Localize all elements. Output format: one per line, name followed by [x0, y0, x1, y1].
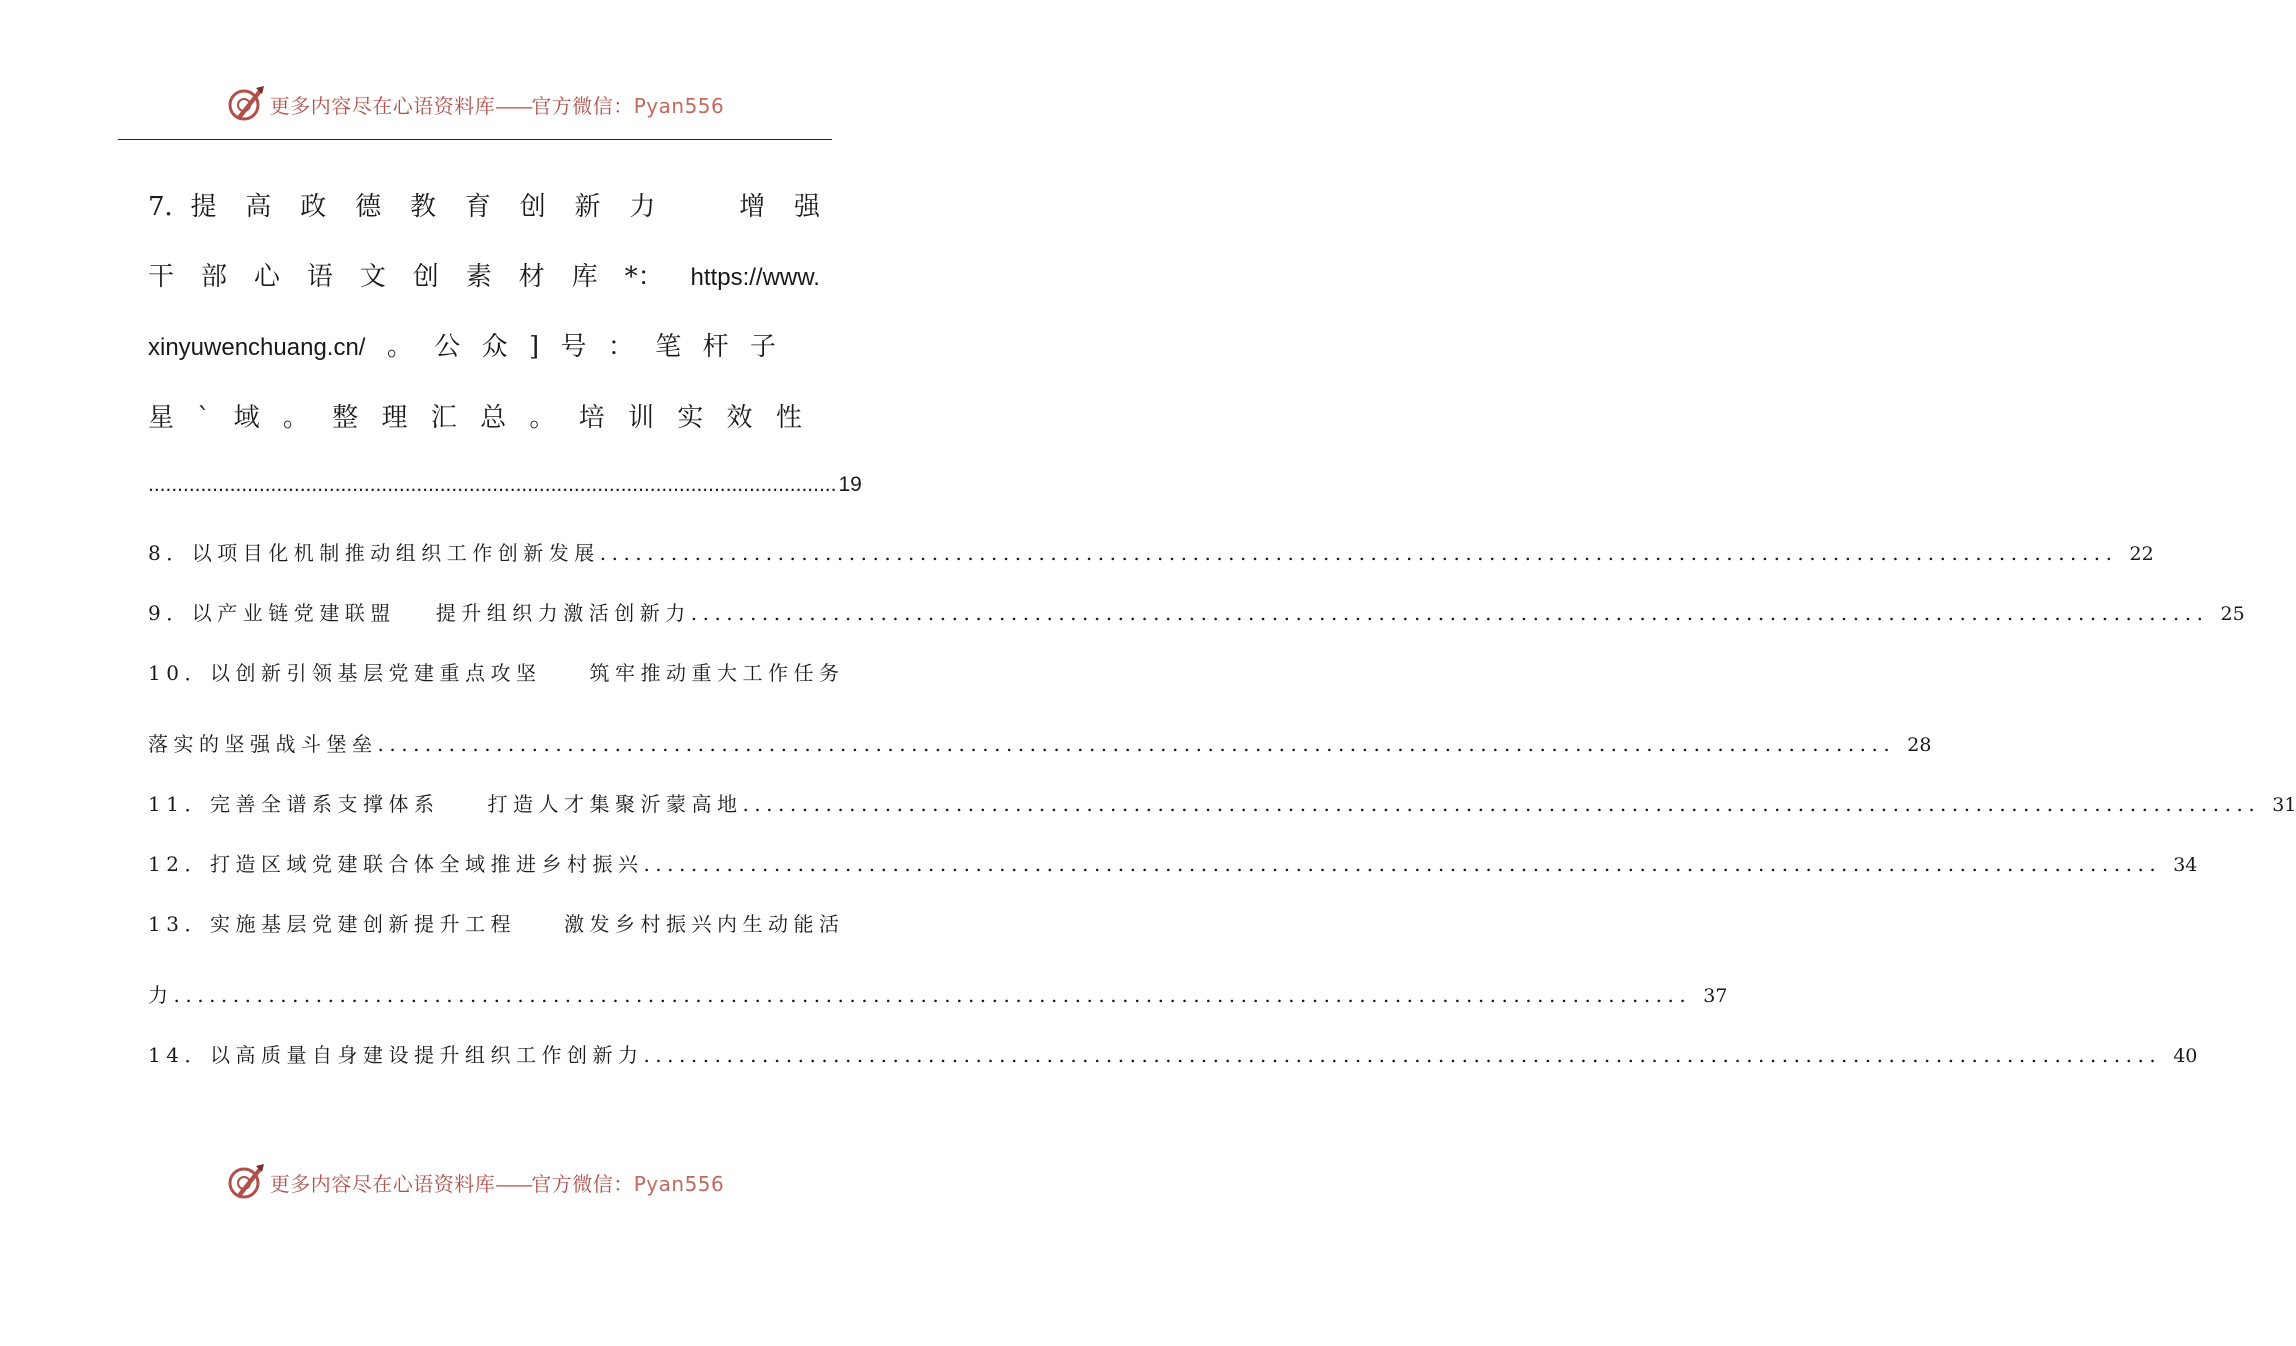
page-number: 40: [2173, 1045, 2198, 1067]
toc-char: 增: [739, 192, 766, 222]
toc-entry-title: 10．以创新引领基层党建重点攻坚 筑牢推动重大工作任务: [148, 661, 845, 685]
toc-entry-7-line-2: [148, 256, 820, 293]
toc-char: 公: [434, 332, 461, 362]
page-number: 31: [2272, 794, 2296, 816]
toc-char: 众: [481, 332, 508, 362]
toc-char: 子: [749, 332, 776, 362]
toc-entry-title: 8．以项目化机制推动组织工作创新发展................................................................................................................................: [148, 541, 2118, 565]
toc-char: 。: [386, 332, 413, 362]
toc-char: 杆: [702, 332, 729, 362]
toc-char: 笔: [655, 332, 682, 362]
toc-entry-9[interactable]: [148, 597, 2245, 626]
toc-entry-7-line-1: [148, 186, 820, 223]
toc-char: 素: [465, 262, 492, 292]
leader-dots: ......................................................................................................................: [148, 473, 837, 496]
toc-char: 汇: [430, 403, 457, 433]
toc-char: 星: [148, 403, 175, 433]
toc-char: https://www.: [690, 264, 820, 291]
toc-entry-10-cont[interactable]: [148, 728, 1932, 757]
toc-char: ：: [607, 332, 634, 362]
toc-char: 域: [233, 403, 260, 433]
toc-entry-13[interactable]: [148, 908, 845, 937]
header-banner: [0, 82, 950, 126]
toc-entry-title: 落实的坚强战斗堡垒................................................................................................................................: [148, 732, 1896, 756]
toc-char: 德: [355, 192, 382, 222]
toc-entry-title: 11．完善全谱系支撑体系 打造人才集聚沂蒙高地................................................................................................................................: [148, 792, 2261, 816]
footer-banner: [0, 1160, 950, 1204]
toc-char: 性: [775, 403, 802, 433]
quill-logo-icon: [226, 1162, 266, 1202]
toc-char: 高: [245, 192, 272, 222]
page-number: 34: [2173, 854, 2198, 876]
banner-text: 更多内容尽在心语资料库——官方微信：Pyan556: [269, 1171, 725, 1196]
toc-entry-title: 力................................................................................................................................: [148, 983, 1692, 1007]
page-number: 28: [1907, 734, 1932, 756]
toc-char: 效: [726, 403, 753, 433]
toc-char: 。: [282, 403, 309, 433]
toc-char: 实: [677, 403, 704, 433]
toc-char: ]: [528, 332, 540, 362]
toc-char: 材: [518, 262, 545, 292]
toc-char: 7．提: [148, 192, 217, 222]
toc-entry-7-line-3: [148, 326, 776, 363]
toc-entry-10[interactable]: [148, 657, 845, 686]
toc-char: 教: [409, 192, 436, 222]
toc-char: 部: [200, 262, 227, 292]
toc-entry-13-cont[interactable]: [148, 979, 1728, 1008]
toc-char: 力: [629, 192, 656, 222]
toc-entry-11[interactable]: [148, 788, 2296, 817]
toc-char: xinyuwenchuang.cn/: [148, 334, 366, 361]
toc-char: `: [197, 403, 211, 433]
toc-entry-7-leader: [148, 473, 862, 503]
toc-char: 政: [300, 192, 327, 222]
toc-char: 训: [627, 403, 654, 433]
toc-char: 库: [571, 262, 598, 292]
toc-entry-title: 13．实施基层党建创新提升工程 激发乡村振兴内生动能活: [148, 912, 845, 936]
quill-logo-icon: [226, 84, 266, 124]
toc-entry-12[interactable]: [148, 848, 2198, 877]
page-number: 37: [1703, 985, 1728, 1007]
toc-char: 理: [381, 403, 408, 433]
toc-char: 育: [464, 192, 491, 222]
toc-char: 号: [560, 332, 587, 362]
toc-entry-title: 14．以高质量自身建设提升组织工作创新力................................................................................................................................: [148, 1043, 2162, 1067]
page-number: 25: [2220, 603, 2245, 625]
page-number: 19: [838, 473, 862, 496]
toc-entry-14[interactable]: [148, 1039, 2198, 1068]
toc-entry-title: 12．打造区域党建联合体全域推进乡村振兴................................................................................................................................: [148, 852, 2162, 876]
banner-text: 更多内容尽在心语资料库——官方微信：Pyan556: [269, 93, 725, 118]
toc-entry-7-line-4: [148, 397, 802, 434]
toc-char: 创: [412, 262, 439, 292]
toc-char: 干: [148, 262, 175, 292]
header-rule: [118, 139, 832, 140]
toc-char: 语: [306, 262, 333, 292]
page-number: 22: [2129, 543, 2154, 565]
toc-char: 心: [253, 262, 280, 292]
toc-char: 创: [519, 192, 546, 222]
toc-char: 文: [359, 262, 386, 292]
toc-char: 。: [529, 403, 556, 433]
toc-char: 整: [332, 403, 359, 433]
toc-char: 培: [578, 403, 605, 433]
toc-entry-title: 9．以产业链党建联盟 提升组织力激活创新力................................................................................................................................: [148, 601, 2209, 625]
toc-char: 总: [480, 403, 507, 433]
toc-char: *：: [624, 262, 664, 292]
toc-char: 新: [574, 192, 601, 222]
toc-entry-8[interactable]: [148, 537, 2154, 566]
toc-char: 强: [793, 192, 820, 222]
